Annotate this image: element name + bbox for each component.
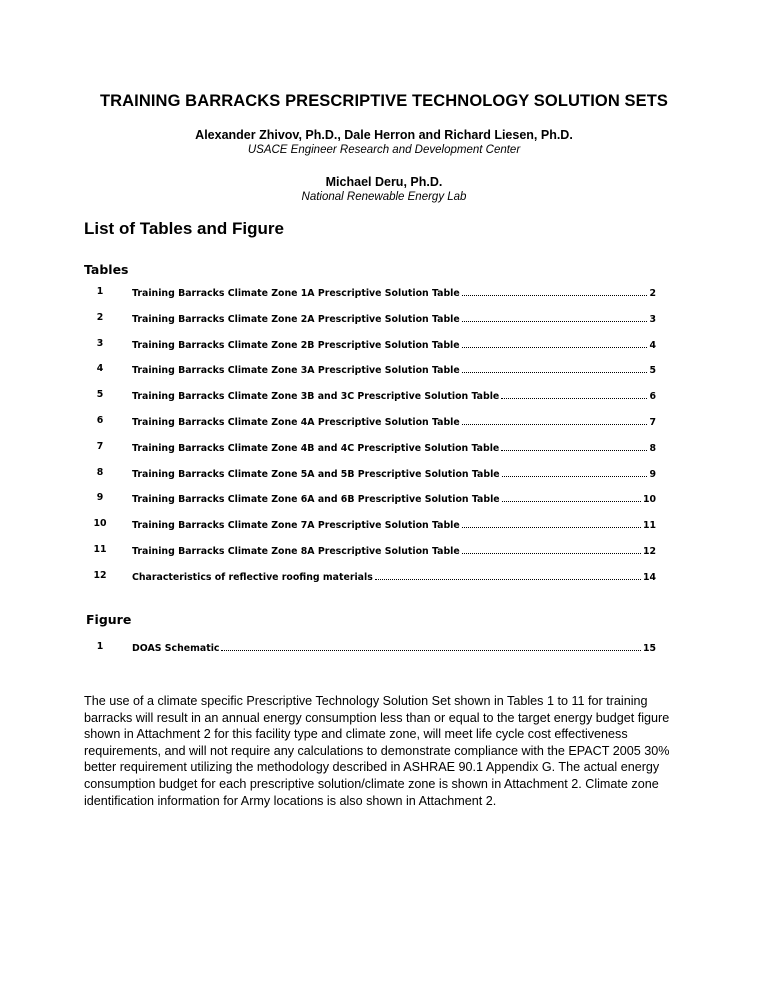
list-of-tables-heading: List of Tables and Figure [84, 219, 284, 238]
body-paragraph: The use of a climate specific Prescriptive Technology Solution Set shown in Tables 1 to 11 for training barracks will result in an annual energy consumption less than or equal to the target energy budget figure shown in Attachment 2 for this facility type and climate zone, will meet life cycle cost effectiveness requirements, and will not require any calculations to demonstrate compliance with the EPACT 2005 30% better requirement utilizing the methodology described in ASHRAE 90.1 Appendix G. The actual energy consumption budget for each prescriptive solution/climate zone is shown in Attachment 2. Climate zone identification information for Army locations is also shown in Attachment 2. [84, 694, 670, 808]
toc-entry[interactable] [84, 463, 656, 489]
dot-leader [462, 415, 648, 425]
toc-label: Training Barracks Climate Zone 6A and 6B Prescriptive Solution Table [132, 494, 500, 506]
toc-number: 3 [96, 337, 104, 349]
dot-leader [462, 286, 648, 296]
dot-leader [462, 338, 648, 348]
toc-page-number: 12 [642, 545, 656, 557]
toc-number: 4 [96, 363, 104, 375]
toc-page-number: 14 [642, 571, 656, 583]
document-title: TRAINING BARRACKS PRESCRIPTIVE TECHNOLOGY SOLUTION SETS [99, 92, 669, 110]
toc-label: Training Barracks Climate Zone 4B and 4C Prescriptive Solution Table [132, 442, 500, 454]
figure-toc [84, 637, 656, 663]
toc-label: Training Barracks Climate Zone 3B and 3C Prescriptive Solution Table [132, 391, 500, 403]
figure-heading: Figure [86, 612, 132, 627]
toc-entry[interactable] [84, 359, 656, 385]
authors-line: Alexander Zhivov, Ph.D., Dale Herron and Richard Liesen, Ph.D. [195, 128, 573, 142]
toc-entry[interactable] [84, 385, 656, 411]
toc-entry[interactable] [84, 308, 656, 334]
toc-page-number: 8 [649, 442, 656, 454]
toc-entry[interactable] [84, 282, 656, 308]
toc-number: 5 [96, 389, 104, 401]
toc-entry[interactable] [84, 637, 656, 663]
toc-entry[interactable] [84, 566, 656, 592]
toc-entry[interactable] [84, 411, 656, 437]
toc-number: 7 [96, 440, 104, 452]
toc-page-number: 10 [642, 494, 656, 506]
toc-page-number: 9 [649, 468, 656, 480]
toc-label: Training Barracks Climate Zone 2A Prescriptive Solution Table [132, 313, 460, 325]
toc-number: 6 [96, 414, 104, 426]
toc-number: 11 [93, 543, 107, 555]
author-deru: Michael Deru, Ph.D. [325, 175, 443, 189]
toc-page-number: 6 [649, 391, 656, 403]
dot-leader [462, 518, 641, 528]
toc-label: Training Barracks Climate Zone 1A Prescriptive Solution Table [132, 288, 460, 299]
affiliation-erdc: USACE Engineer Research and Development Center [247, 144, 521, 156]
toc-page-number: 3 [649, 313, 656, 325]
toc-label: DOAS Schematic [132, 643, 220, 654]
tables-toc [84, 282, 656, 592]
toc-entry[interactable] [84, 540, 656, 566]
toc-page-number: 4 [649, 339, 656, 351]
tables-heading: Tables [84, 262, 129, 277]
toc-page-number: 11 [642, 520, 656, 532]
dot-leader [375, 570, 641, 580]
dot-leader [502, 467, 648, 477]
toc-label: Training Barracks Climate Zone 8A Prescriptive Solution Table [132, 545, 460, 557]
toc-label: Training Barracks Climate Zone 3A Prescriptive Solution Table [132, 365, 460, 377]
toc-entry[interactable] [84, 334, 656, 360]
toc-page-number: 5 [649, 365, 656, 377]
toc-label: Training Barracks Climate Zone 7A Prescriptive Solution Table [132, 520, 460, 532]
toc-number: 8 [96, 466, 104, 478]
toc-page-number: 2 [649, 288, 656, 299]
toc-number: 1 [96, 286, 104, 297]
toc-number: 10 [93, 518, 107, 530]
affiliation-nrel: National Renewable Energy Lab [301, 191, 467, 203]
toc-entry[interactable] [84, 488, 656, 514]
dot-leader [462, 363, 648, 373]
dot-leader [462, 544, 641, 554]
toc-page-number: 7 [649, 416, 656, 428]
toc-entry[interactable] [84, 437, 656, 463]
dot-leader [221, 641, 640, 651]
toc-label: Training Barracks Climate Zone 4A Prescriptive Solution Table [132, 416, 460, 428]
toc-label: Characteristics of reflective roofing materials [132, 571, 373, 583]
dot-leader [462, 312, 648, 322]
toc-number: 2 [96, 311, 104, 323]
toc-number: 9 [96, 492, 104, 504]
toc-number: 1 [96, 641, 104, 652]
toc-number: 12 [93, 569, 107, 581]
toc-entry[interactable] [84, 514, 656, 540]
toc-label: Training Barracks Climate Zone 2B Prescriptive Solution Table [132, 339, 460, 351]
dot-leader [502, 492, 641, 502]
dot-leader [501, 389, 647, 399]
toc-page-number: 15 [642, 643, 656, 654]
toc-label: Training Barracks Climate Zone 5A and 5B Prescriptive Solution Table [132, 468, 500, 480]
dot-leader [501, 441, 647, 451]
